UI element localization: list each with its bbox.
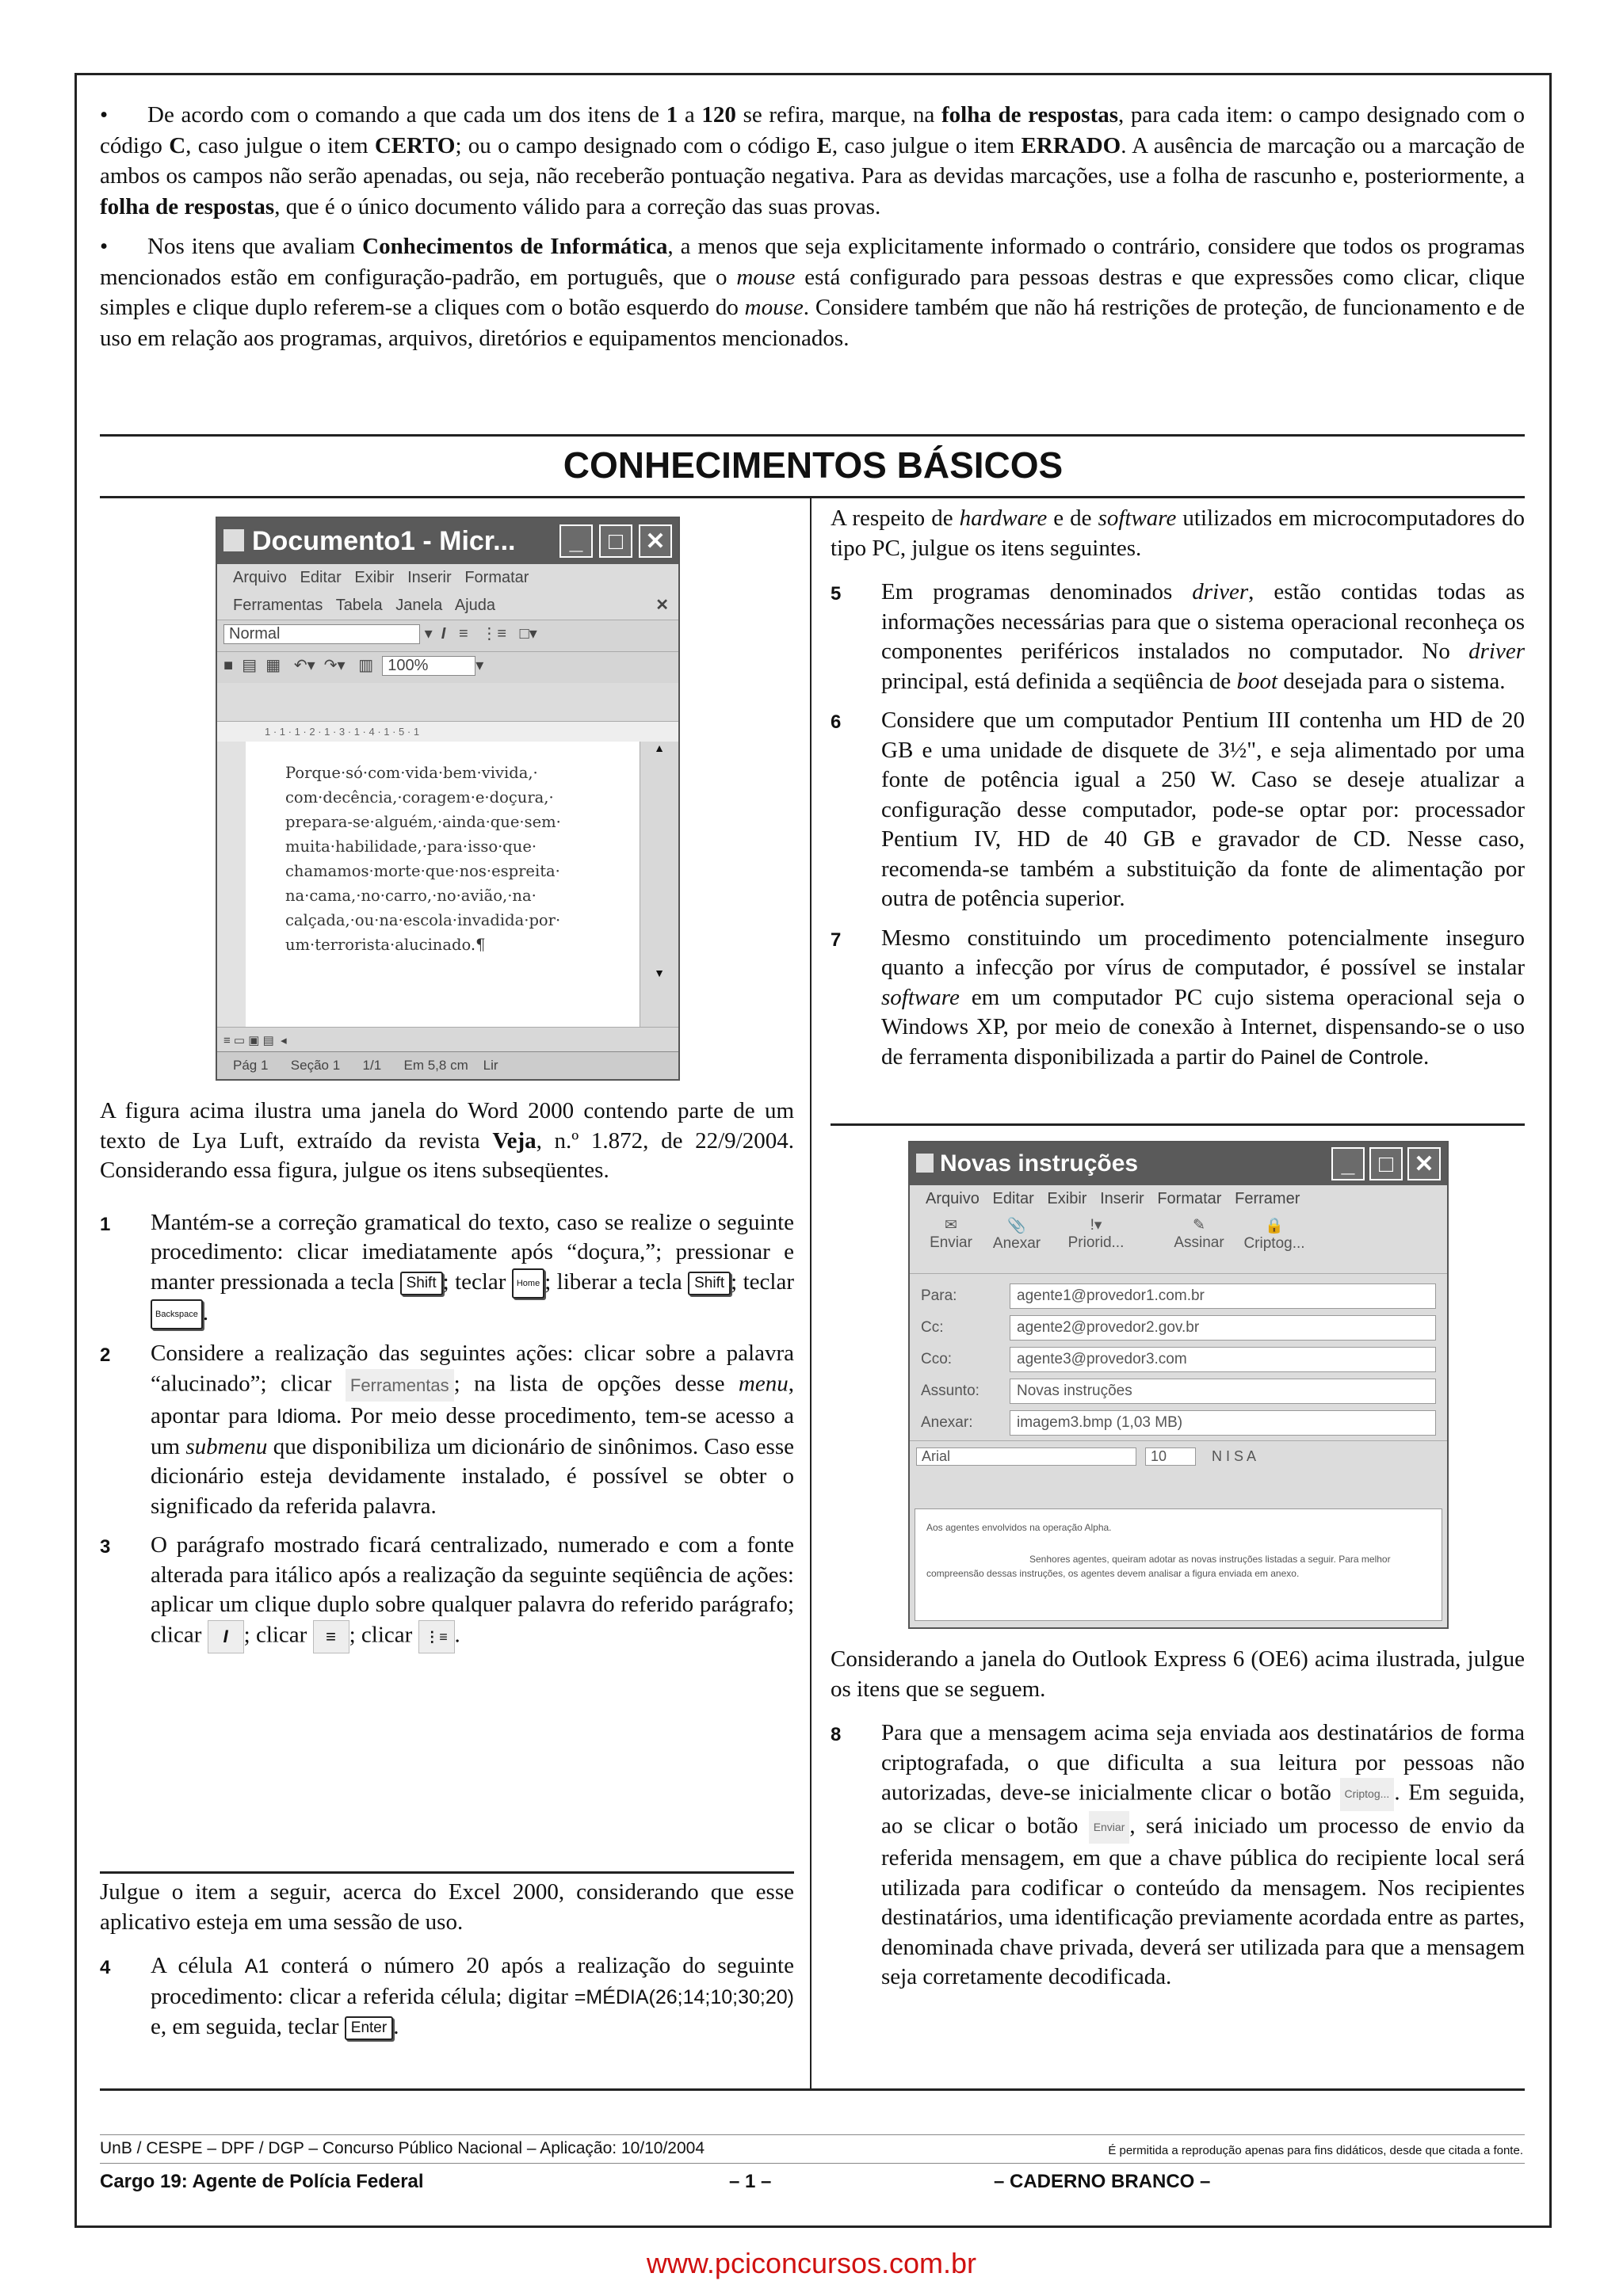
instruction-2: • Nos itens que avaliam Conhecimentos de Informática, a menos que seja explicitamente informado o contrário, considere que todos os programas mencionados estão em configuração-padrão, em português, que o mouse está configurado para pessoas destras e que expressões como clicar, clique simples e clique duplo referem-se a cliques com o botão esquerdo do mouse. Considere também que não há restrições de proteção, de funcionamento e de uso em relação aos programas, arquivos, diretórios e equipamentos mencionados.	[100, 234, 1525, 351]
home-key-icon: Home	[512, 1268, 544, 1299]
font-select[interactable]: Arial	[916, 1447, 1136, 1466]
scroll-up-icon[interactable]: ▲	[654, 742, 665, 754]
divider	[100, 1871, 794, 1874]
doc-line: chamamos·morte·que·nos·espreita·	[285, 862, 560, 880]
menu-ferramentas[interactable]: Ferramentas	[233, 597, 323, 614]
question-8: 8 Para que a mensagem acima seja enviada aos destinatários de forma criptografada, o que dificulta a sua leitura por pessoas não autorizadas, deve-se inicialmente clicar o botão Criptog... . Em seguida, ao se clicar o botão Enviar , será iniciado um processo de envio da referida mensagem, em que a chave pública do recipiente local será utilizada para codificar o conteúdo da mensagem. Nos recipientes destinatários, uma identificação previamente acordada entre as partes, denominada chave privada, deverá ser utilizada para que a mensagem seja corretamente decodificada.	[831, 1720, 1526, 1989]
vertical-scrollbar[interactable]	[640, 742, 678, 1027]
doc-line: muita·habilidade,·para·isso·que·	[285, 837, 537, 856]
footer-cargo: Cargo 19: Agente de Polícia Federal	[100, 2171, 424, 2192]
ruler: 1 · 1 · 1 · 2 · 1 · 3 · 1 · 4 · 1 · 5 · 1	[217, 721, 680, 742]
menu-exibir[interactable]: Exibir	[1047, 1190, 1087, 1207]
doc-line: Porque·só·com·vida·bem·vivida,·	[285, 764, 538, 782]
word-title-bar	[217, 518, 678, 564]
menu-ajuda[interactable]: Ajuda	[454, 597, 495, 614]
menu-tabela[interactable]: Tabela	[335, 597, 383, 614]
footer-exam-info: UnB / CESPE – DPF / DGP – Concurso Público Nacional – Aplicação: 10/10/2004	[100, 2139, 705, 2157]
question-3: 3 O parágrafo mostrado ficará centralizado, numerado e com a fonte alterada para itálico após a realização da seguinte seqüência de ações: aplicar um clique duplo sobre qualquer palavra do referido parágrafo; clicar I ; clicar ≡ ; clicar ⋮≡ .	[100, 1531, 794, 1653]
question-number: 7	[831, 929, 842, 951]
undo-icon[interactable]: ↶▾	[293, 657, 315, 674]
status-page: Pág 1	[233, 1058, 269, 1073]
style-select[interactable]: Normal	[223, 624, 420, 644]
question-4: 4 A célula A1 conterá o número 20 após a realização do seguinte procedimento: clicar a referida célula; digitar =MÉDIA(26;14;10;30;20) e, em seguida, teclar Enter .	[100, 1953, 794, 2039]
menu-editar[interactable]: Editar	[300, 569, 342, 586]
doc-line: prepara-se·alguém,·ainda·que·sem·	[285, 813, 561, 831]
subject-input[interactable]: Novas instruções	[1010, 1379, 1436, 1404]
attachment-field: Anexar: imagem3.bmp (1,03 MB)	[910, 1409, 1447, 1437]
dropdown-icon[interactable]: ▾	[424, 625, 433, 643]
word-title: Documento1 - Micr...	[252, 526, 516, 556]
paste-icon[interactable]: ▦	[265, 657, 281, 674]
question-2: 2 Considere a realização das seguintes ações: clicar sobre a palavra “alucinado”; clicar Ferramentas ; na lista de opções desse menu, apontar para Idioma. Por meio desse procedimento, tem-se acesso a um submenu que disponibiliza um dicionário de sinônimos. Caso esse dicionário esteja devidamente instalado, é possível se obter o significado da referida palavra.	[100, 1341, 795, 1519]
document-area[interactable]	[246, 742, 642, 1027]
doc-line: na·cama,·no·carro,·no·avião,·na·	[285, 887, 537, 905]
outlook-title: Novas instruções	[940, 1150, 1139, 1177]
columns-icon[interactable]: ▥	[358, 657, 374, 674]
menu-arquivo[interactable]: Arquivo	[926, 1190, 980, 1207]
site-link[interactable]: www.pciconcursos.com.br	[646, 2247, 977, 2279]
outlook-menu-bar	[910, 1185, 1447, 1213]
bcc-field: Cco: agente3@provedor3.com	[910, 1345, 1447, 1374]
word-app-icon	[223, 529, 244, 551]
hardware-intro: A respeito de hardware e de software utilizados em microcomputadores do tipo PC, julgue os itens seguintes.	[831, 505, 1525, 561]
menu-janela[interactable]: Janela	[395, 597, 443, 614]
body-line: Aos agentes envolvidos na operação Alpha.	[926, 1522, 1112, 1533]
column-divider	[810, 498, 812, 2090]
maximize-icon[interactable]: □	[599, 524, 632, 558]
size-select[interactable]: 10	[1145, 1447, 1196, 1466]
to-field: Para: agente1@provedor1.com.br	[910, 1282, 1447, 1310]
instruction-1: • De acordo com o comando a que cada um dos itens de 1 a 120 se refira, marque, na folha de respostas, para cada item: o campo designado com o código C, caso julgue o item CERTO; ou o campo designado com o código E, caso julgue o item ERRADO. A ausência de marcação ou a marcação de ambos os campos não serão apenadas, ou seja, não receberão pontuação negativa. Para as devidas marcações, use a folha de rascunho e, posteriormente, a folha de respostas, que é o único documento válido para a correção das suas provas.	[100, 102, 1525, 219]
outlook-caption: Considerando a janela do Outlook Express 6 (OE6) acima ilustrada, julgue os itens que se seguem.	[831, 1646, 1525, 1702]
menu-formatar[interactable]: Formatar	[1157, 1190, 1222, 1207]
dropdown-icon[interactable]: ▾	[475, 657, 484, 674]
menu-formatar[interactable]: Formatar	[464, 569, 529, 586]
menu-exibir[interactable]: Exibir	[354, 569, 395, 586]
criptog-button-icon: Criptog...	[1340, 1778, 1395, 1811]
question-number: 8	[831, 1724, 842, 1745]
backspace-key-icon: Backspace	[151, 1299, 203, 1329]
numbering-icon[interactable]: ⋮≡	[481, 625, 506, 643]
question-number: 3	[100, 1536, 111, 1558]
save-icon[interactable]: ■	[223, 657, 234, 674]
sign-button[interactable]: ✎ Assinar	[1163, 1216, 1235, 1270]
divider	[831, 1123, 1525, 1126]
horizontal-scrollbar[interactable]: ≡ ▭ ▣ ▤ ◂	[217, 1027, 680, 1054]
print-preview-icon[interactable]: ▤	[242, 657, 258, 674]
ferramentas-menu-icon: Ferramentas	[346, 1369, 454, 1402]
priority-icon: !▾	[1090, 1217, 1102, 1234]
question-number: 5	[831, 583, 842, 605]
menu-ferramentas[interactable]: Ferramer	[1235, 1190, 1300, 1207]
status-bar	[217, 1051, 678, 1079]
minimize-icon[interactable]: _	[559, 524, 593, 558]
outlook-window	[908, 1141, 1449, 1629]
numbering-icon: ⋮≡	[418, 1620, 455, 1653]
outlook-title-bar	[910, 1142, 1447, 1185]
instructions	[100, 100, 1525, 363]
status-pages: 1/1	[362, 1058, 382, 1073]
enter-key-icon: Enter	[345, 2016, 393, 2040]
standard-toolbar	[217, 651, 678, 683]
right-column	[831, 504, 1525, 1082]
attachment-input[interactable]: imagem3.bmp (1,03 MB)	[1010, 1410, 1436, 1436]
close-doc-icon[interactable]: ✕	[655, 597, 669, 614]
outlook-app-icon	[916, 1154, 934, 1173]
maximize-icon[interactable]: □	[1369, 1147, 1403, 1180]
message-body[interactable]	[915, 1508, 1442, 1621]
footer-divider	[100, 2134, 1525, 2135]
close-icon[interactable]: ✕	[1407, 1147, 1441, 1180]
format-icons[interactable]: N I S A	[1212, 1447, 1257, 1464]
word-menu-bar-1	[217, 564, 678, 592]
shift-key-icon: Shift	[400, 1272, 443, 1295]
attach-button[interactable]: 📎 Anexar	[981, 1216, 1052, 1270]
border-icon[interactable]: □▾	[519, 625, 537, 643]
shift-key-icon: Shift	[688, 1272, 731, 1295]
excel-intro: Julgue o item a seguir, acerca do Excel 2000, considerando que esse aplicativo esteja em uma sessão de uso.	[100, 1879, 794, 1935]
question-number: 6	[831, 711, 842, 733]
outlook-section	[831, 1645, 1525, 2002]
italic-icon[interactable]: I	[441, 625, 446, 643]
word-figure-caption: A figura acima ilustra uma janela do Word 2000 contendo parte de um texto de Lya Luft, extraído da revista Veja, n.º 1.872, de 22/9/2004. Considerando essa figura, julgue os itens subseqüentes.	[100, 1098, 794, 1183]
footer-copyright: É permitida a reprodução apenas para fins didáticos, desde que citada a fonte.	[1108, 2144, 1523, 2157]
attach-icon: 📎	[1007, 1218, 1026, 1234]
scroll-down-icon[interactable]: ▼	[654, 967, 665, 979]
zoom-select[interactable]: 100%	[382, 656, 475, 676]
footer-divider	[100, 2163, 1525, 2164]
body-line: Senhores agentes, queiram adotar as novas instruções listadas a seguir. Para melhor compreensão dessas instruções, os agentes devem analisar a figura enviada em anexo.	[926, 1554, 1391, 1579]
to-input[interactable]: agente1@provedor1.com.br	[1010, 1283, 1436, 1309]
question-number: 4	[100, 1957, 111, 1978]
send-button[interactable]: ✉ Enviar	[921, 1216, 981, 1270]
outlook-toolbar	[910, 1213, 1447, 1274]
menu-inserir[interactable]: Inserir	[407, 569, 452, 586]
cc-input[interactable]: agente2@provedor2.gov.br	[1010, 1315, 1436, 1341]
menu-editar[interactable]: Editar	[992, 1190, 1034, 1207]
word-menu-bar-2	[217, 592, 678, 620]
encrypt-icon: 🔒	[1265, 1218, 1284, 1234]
question-5: 5 Em programas denominados driver, estão contidas todas as informações necessárias para que o sistema operacional reconheça os componentes periféricos instalados no computador. No driver principal, está definida a seqüência de boot desejada para o sistema.	[831, 579, 1525, 694]
divider	[100, 496, 1525, 498]
status-position: Em 5,8 cm	[403, 1058, 468, 1073]
minimize-icon[interactable]: _	[1331, 1147, 1365, 1180]
divider	[100, 434, 1525, 437]
header-fields	[910, 1274, 1447, 1437]
format-bar	[910, 1440, 1447, 1471]
excel-section	[100, 1878, 794, 2052]
doc-line: calçada,·ou·na·escola·invadida·por·	[285, 911, 561, 929]
subject-field: Assunto: Novas instruções	[910, 1377, 1447, 1405]
center-align-icon: ≡	[313, 1620, 349, 1653]
priority-button[interactable]: !▾ Priorid...	[1052, 1216, 1140, 1270]
redo-icon[interactable]: ↷▾	[323, 657, 346, 674]
menu-arquivo[interactable]: Arquivo	[233, 569, 287, 586]
doc-line: um·terrorista·alucinado.¶	[285, 936, 486, 954]
question-number: 1	[100, 1213, 111, 1235]
encrypt-button[interactable]: 🔒 Criptog...	[1235, 1216, 1314, 1270]
left-column	[100, 1097, 794, 1663]
question-6: 6 Considere que um computador Pentium III contenha um HD de 20 GB e uma unidade de disquete de 3½", e seja alimentado por uma fonte de potência igual a 250 W. Caso se deseje atualizar a configuração desse computador, pode-se optar por: processador Pentium IV, HD de 40 GB e gravador de CD. Nesse caso, recomenda-se também a substituição da fonte de alimentação por outra de potência superior.	[831, 707, 1525, 911]
italic-icon: I	[208, 1620, 244, 1653]
doc-line: com·decência,·coragem·e·doçura,·	[285, 788, 554, 807]
status-section: Seção 1	[290, 1058, 341, 1073]
formatting-toolbar	[217, 620, 678, 651]
bcc-input[interactable]: agente3@provedor3.com	[1010, 1347, 1436, 1372]
word-window	[216, 517, 680, 1081]
cc-field: Cc: agente2@provedor2.gov.br	[910, 1314, 1447, 1342]
vertical-ruler	[217, 742, 246, 1027]
enviar-button-icon: Enviar	[1089, 1811, 1130, 1844]
question-7: 7 Mesmo constituindo um procedimento potencialmente inseguro quanto a infecção por vírus de computador, é possível se instalar software em um computador PC cujo sistema operacional seja o Windows XP, por meio de conexão à Internet, dispensando-se o uso de ferramenta disponibilizada a partir do Painel de Controle.	[831, 925, 1525, 1070]
question-1: 1 Mantém-se a correção gramatical do texto, caso se realize o seguinte procedimento: clicar imediatamente após “doçura,”; pressionar e manter pressionada a tecla Shift ; teclar Home ; liberar a tecla Shift ; teclar Backspace .	[100, 1208, 794, 1330]
divider	[100, 2088, 1525, 2091]
page-number: – 1 –	[729, 2171, 772, 2192]
footer-caderno: – CADERNO BRANCO –	[994, 2171, 1211, 2192]
section-title: CONHECIMENTOS BÁSICOS	[563, 444, 1064, 486]
question-number: 2	[100, 1344, 111, 1367]
center-align-icon[interactable]: ≡	[458, 625, 468, 643]
sign-icon: ✎	[1193, 1217, 1205, 1234]
menu-inserir[interactable]: Inserir	[1100, 1190, 1144, 1207]
status-line: Lir	[483, 1058, 498, 1073]
send-icon: ✉	[945, 1217, 957, 1234]
close-icon[interactable]: ✕	[639, 524, 672, 558]
